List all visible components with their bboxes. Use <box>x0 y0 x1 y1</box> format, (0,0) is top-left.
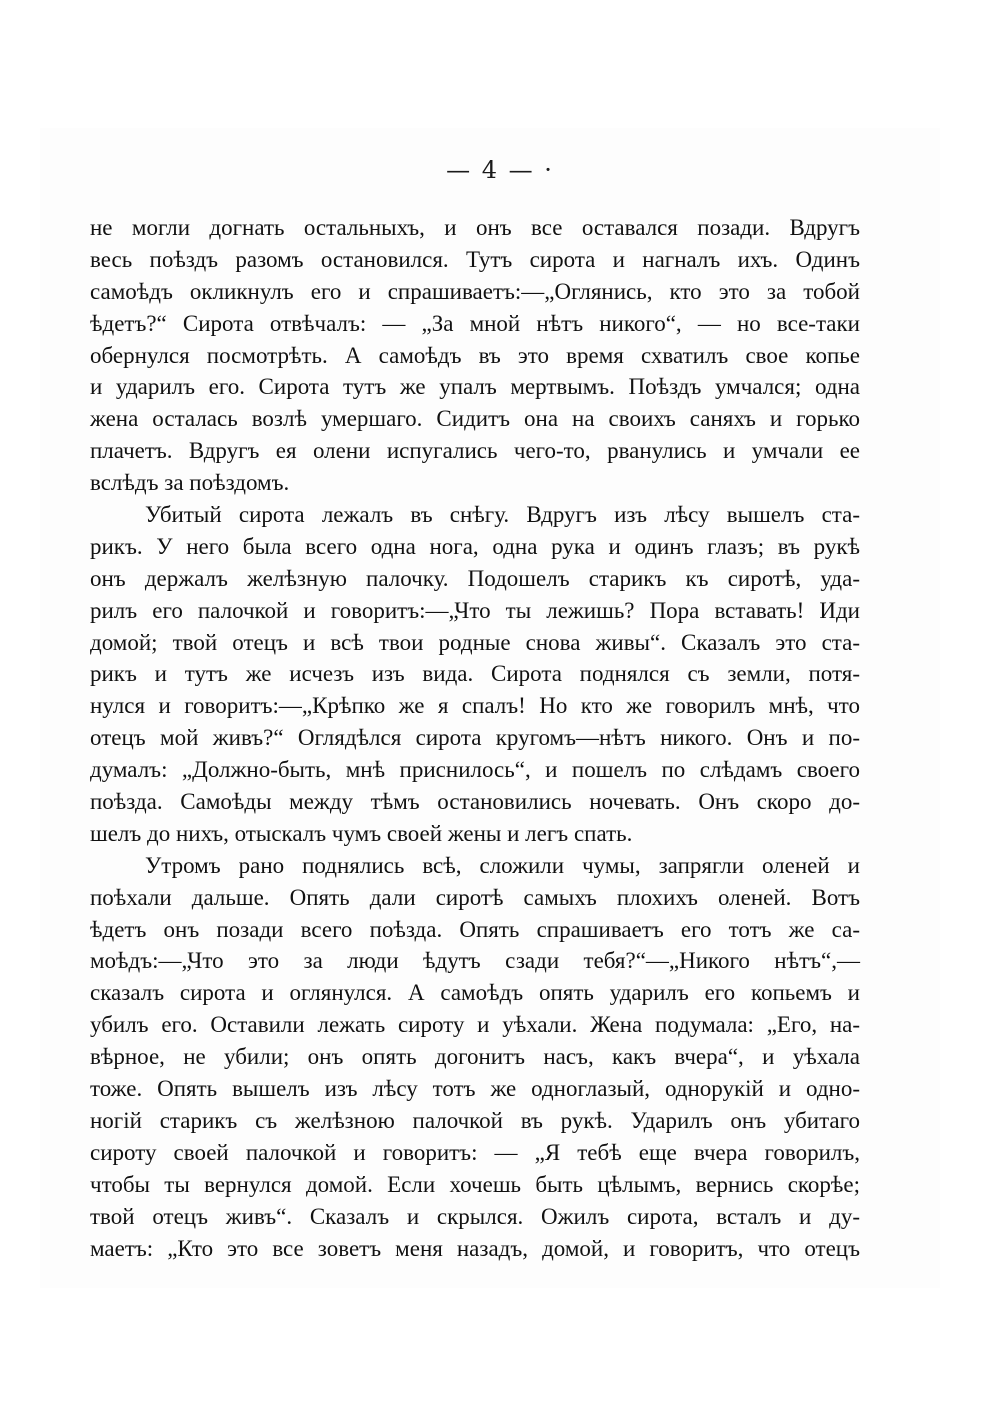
text-line: Убитый сирота лежалъ въ снѣгу. Вдругъ изъ лѣсу вышелъ ста- <box>145 502 860 528</box>
text-line: думалъ: „Должно-быть, мнѣ приснилось“, и пошелъ по слѣдамъ своего <box>90 757 860 783</box>
text-line: и ударилъ его. Сирота тутъ же упалъ мертвымъ. Поѣздъ умчался; одна <box>90 374 860 400</box>
text-line: сироту своей палочкой и говоритъ: — „Я тебѣ еще вчера говорилъ, <box>90 1139 860 1165</box>
text-line: твой отецъ живъ“. Сказалъ и скрылся. Ожилъ сирота, всталъ и ду- <box>90 1203 860 1229</box>
text-line: ногій старикъ съ желѣзною палочкой въ рукѣ. Ударилъ онъ убитаго <box>90 1107 860 1133</box>
text-line: не могли догнать остальныхъ, и онъ все оставался позади. Вдругъ <box>90 215 860 240</box>
paragraph-2 <box>90 499 860 850</box>
text-line: чтобы ты вернулся домой. Если хочешь быть цѣлымъ, вернись скорѣе; <box>90 1171 860 1197</box>
text-line: ѣдетъ?“ Сирота отвѣчалъ: — „За мной нѣтъ никого“, — но все-таки <box>90 310 860 336</box>
text-line: моѣдъ:—„Что это за люди ѣдутъ сзади тебя?“—„Никого нѣтъ“,— <box>90 948 860 974</box>
text-line: плачетъ. Вдругъ ея олени испугались чего-то, рванулись и умчали ее <box>90 438 860 464</box>
text-line: домой; твой отецъ и всѣ твои родные снова живы“. Сказалъ это ста- <box>90 629 860 655</box>
text-line: отецъ мой живъ?“ Оглядѣлся сирота кругомъ—нѣтъ никого. Онъ и по- <box>90 725 860 751</box>
text-line: тоже. Опять вышелъ изъ лѣсу тотъ же одноглазый, однорукій и одно- <box>90 1076 860 1102</box>
text-line: маетъ: „Кто это все зоветъ меня назадъ, домой, и говоритъ, что отецъ <box>90 1235 860 1261</box>
text-line: обернулся посмотрѣть. А самоѣдъ въ это время схватилъ свое копье <box>90 342 860 368</box>
paragraph-1 <box>90 212 860 499</box>
text-line: весь поѣздъ разомъ остановился. Тутъ сирота и нагналъ ихъ. Одинъ <box>90 246 860 272</box>
text-line: рилъ его палочкой и говоритъ:—„Что ты лежишь? Пора вставать! Иди <box>90 597 860 623</box>
text-line: сказалъ сирота и оглянулся. А самоѣдъ опять ударилъ его копьемъ и <box>90 980 860 1006</box>
text-line: Утромъ рано поднялись всѣ, сложили чумы, запрягли оленей и <box>145 852 860 878</box>
text-line: онъ держалъ желѣзную палочку. Подошелъ старикъ къ сиротѣ, уда- <box>90 565 860 591</box>
text-line: шелъ до нихъ, отыскалъ чумъ своей жены и легъ спать. <box>90 820 633 846</box>
text-line: поѣзда. Самоѣды между тѣмъ остановились ночевать. Онъ скоро до- <box>90 789 860 815</box>
paragraph-3 <box>90 850 860 1265</box>
text-line: нулся и говоритъ:—„Крѣпко же я спалъ! Но кто же говорилъ мнѣ, что <box>90 693 860 719</box>
text-line: вслѣдъ за поѣздомъ. <box>90 470 290 496</box>
text-line: поѣхали дальше. Опять дали сиротѣ самыхъ плохихъ оленей. Вотъ <box>90 884 860 910</box>
text-line: рикъ и тутъ же исчезъ изъ вида. Сирота поднялся съ земли, потя- <box>90 661 860 687</box>
page-body <box>90 212 860 1264</box>
text-line: рикъ. У него была всего одна нога, одна рука и одинъ глазъ; въ рукѣ <box>90 533 860 559</box>
text-line: убилъ его. Оставили лежать сироту и уѣхали. Жена подумала: „Его, на- <box>90 1012 860 1038</box>
text-line: жена осталась возлѣ умершаго. Сидитъ она на своихъ саняхъ и горько <box>90 406 860 432</box>
text-line: ѣдетъ онъ позади всего поѣзда. Опять спрашиваетъ его тотъ же са- <box>90 916 860 942</box>
text-line: самоѣдъ окликнулъ его и спрашиваетъ:—„Оглянись, кто это за тобой <box>90 278 860 304</box>
text-line: вѣрное, не убили; онъ опять догонитъ насъ, какъ вчера“, и уѣхала <box>90 1044 860 1070</box>
page-number: — 4 — · <box>446 156 554 184</box>
